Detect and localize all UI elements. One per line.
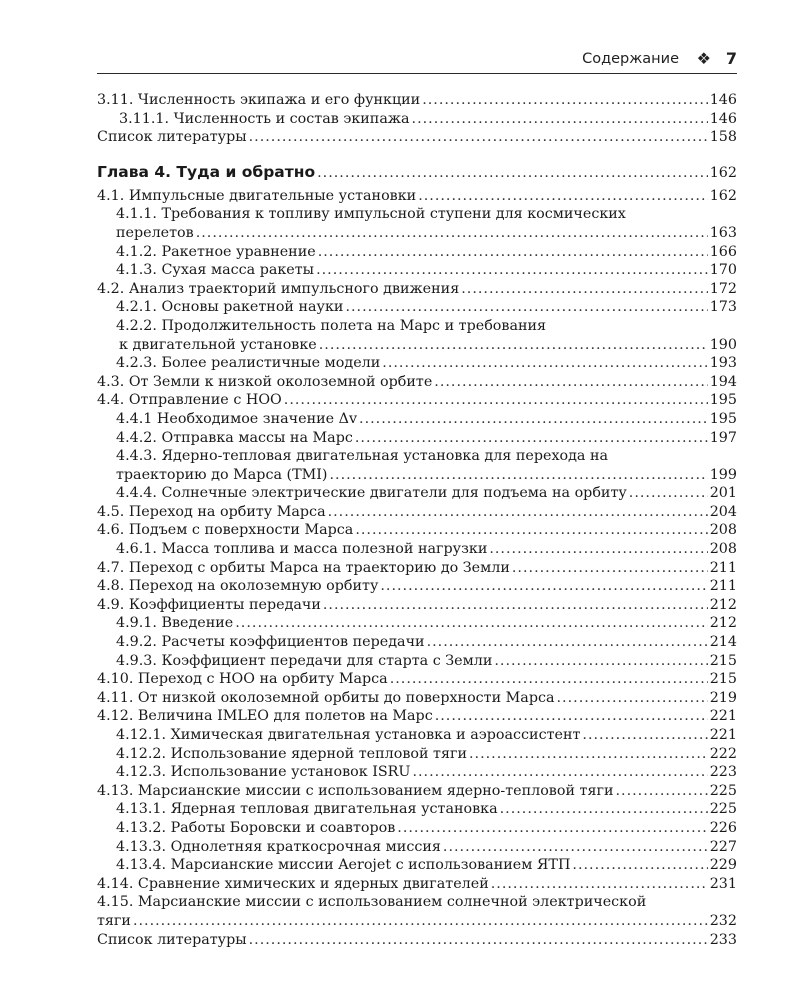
leader-dots — [412, 110, 708, 129]
leader-dots — [418, 187, 708, 206]
toc-entry-page: 221 — [709, 708, 737, 725]
toc-entry-page: 208 — [709, 541, 737, 558]
toc-entry-label: 4.9.1. Введение — [116, 615, 234, 632]
leader-dots — [235, 614, 707, 633]
toc-entry[interactable] — [97, 689, 737, 708]
toc-entry-label: тяги — [97, 912, 131, 929]
toc-entry[interactable] — [97, 726, 737, 745]
toc-entry-page: 199 — [709, 466, 737, 483]
toc-entry[interactable] — [97, 298, 737, 317]
leader-dots — [491, 875, 708, 894]
toc-entry-page: 158 — [709, 129, 737, 146]
leader-dots — [629, 484, 708, 503]
toc-entry-page: 212 — [709, 615, 737, 632]
toc-entry-page: 212 — [709, 596, 737, 613]
toc-entry-label: 4.1.3. Сухая масса ракеты — [116, 262, 315, 279]
toc-entry[interactable] — [97, 838, 737, 857]
toc-entry[interactable] — [97, 336, 737, 355]
toc-entry-page: 225 — [709, 782, 737, 799]
leader-dots — [318, 243, 708, 262]
leader-dots — [427, 633, 708, 652]
leader-dots — [380, 577, 707, 596]
toc-entry-label: 4.1.2. Ракетное уравнение — [116, 243, 316, 260]
toc-entry-label: 4.4.4. Солнечные электрические двигатели для подъема на орбиту — [116, 485, 627, 502]
leader-dots — [557, 689, 708, 708]
leader-dots — [317, 162, 708, 184]
toc-entry-label: 4.12. Величина IMLEO для полетов на Марс — [97, 708, 433, 725]
toc-entry-label: 4.4.2. Отправка массы на Марс — [116, 429, 353, 446]
toc-entry[interactable] — [97, 373, 737, 392]
toc-entry-page: 232 — [709, 912, 737, 929]
toc-entry-label: 4.9. Коэффициенты передачи — [97, 596, 321, 613]
leader-dots — [422, 91, 708, 110]
toc-entry-label: 4.12.3. Использование установок ISRU — [116, 764, 411, 781]
leader-dots — [319, 336, 708, 355]
toc-entry[interactable] — [97, 652, 737, 671]
toc-entry-label: 4.3. От Земли к низкой околоземной орбите — [97, 373, 433, 390]
leader-dots — [435, 707, 708, 726]
toc-entry[interactable] — [97, 466, 737, 485]
toc-entry-first-line[interactable]: 4.1.1. Требования к топливу импульсной ступени для космических — [116, 206, 626, 223]
toc-entry-label: 4.2. Анализ траекторий импульсного движения — [97, 280, 460, 297]
leader-dots — [355, 429, 708, 448]
toc-entry-page: 173 — [709, 299, 737, 316]
toc-entry-page: 214 — [709, 634, 737, 651]
toc-entry-label: к двигательной установке — [119, 336, 317, 353]
toc-entry[interactable] — [97, 596, 737, 615]
toc-entry-page: 163 — [709, 224, 737, 241]
toc-entry-label: 4.11. От низкой околоземной орбиты до поверхности Марса — [97, 689, 555, 706]
toc-entry[interactable] — [97, 410, 737, 429]
table-of-contents — [97, 91, 737, 949]
toc-entry-label: 4.4.1 Необходимое значение Δv — [116, 410, 358, 427]
toc-entry[interactable] — [97, 391, 737, 410]
toc-entry-page: 193 — [709, 355, 737, 372]
toc-entry[interactable] — [97, 521, 737, 540]
toc-entry-label: перелетов — [116, 224, 194, 241]
leader-dots — [330, 466, 708, 485]
toc-entry[interactable] — [97, 633, 737, 652]
leader-dots — [249, 128, 708, 147]
toc-entry-first-line[interactable]: 4.15. Марсианские миссии с использованием солнечной электрической — [97, 894, 647, 911]
toc-entry[interactable] — [97, 484, 737, 503]
header-title: Содержание — [582, 51, 679, 67]
leader-dots — [249, 931, 708, 950]
leader-dots — [616, 782, 708, 801]
toc-entry-page: 162 — [709, 187, 737, 204]
toc-entry-page: 211 — [709, 559, 737, 576]
toc-entry[interactable] — [97, 224, 737, 243]
toc-entry-label: 4.13.2. Работы Боровски и соавторов — [116, 819, 396, 836]
leader-dots — [512, 559, 708, 578]
toc-entry-page: 201 — [709, 485, 737, 502]
toc-entry-page: 204 — [709, 503, 737, 520]
toc-entry[interactable] — [97, 670, 737, 689]
toc-entry[interactable] — [97, 128, 737, 147]
chapter-heading[interactable] — [97, 161, 737, 183]
toc-entry-page: 166 — [709, 243, 737, 260]
toc-entry-page: 215 — [709, 671, 737, 688]
leader-dots — [359, 410, 708, 429]
toc-entry[interactable] — [97, 243, 737, 262]
toc-entry[interactable] — [97, 540, 737, 559]
toc-entry[interactable] — [97, 912, 737, 931]
chapter-page: 162 — [709, 164, 737, 181]
leader-dots — [382, 354, 707, 373]
toc-entry-page: 226 — [709, 819, 737, 836]
leader-dots — [355, 521, 707, 540]
toc-entry[interactable] — [97, 782, 737, 801]
toc-entry-label: 4.2.1. Основы ракетной науки — [116, 299, 344, 316]
toc-entry-label: 4.8. Переход на околоземную орбиту — [97, 578, 379, 595]
toc-entry-page: 211 — [709, 578, 737, 595]
toc-entry-page: 222 — [709, 745, 737, 762]
toc-entry-label: Список литературы — [97, 129, 247, 146]
toc-entry[interactable] — [97, 745, 737, 764]
toc-entry[interactable] — [97, 800, 737, 819]
toc-entry[interactable] — [97, 763, 737, 782]
leader-dots — [196, 224, 708, 243]
toc-entry[interactable] — [97, 261, 737, 280]
toc-entry[interactable] — [97, 559, 737, 578]
leader-dots — [328, 503, 708, 522]
toc-entry-first-line[interactable]: 4.2.2. Продолжительность полета на Марс и требования — [116, 317, 547, 334]
toc-entry-page: 208 — [709, 522, 737, 539]
leader-dots — [284, 391, 708, 410]
toc-entry[interactable] — [97, 577, 737, 596]
leader-dots — [494, 652, 707, 671]
toc-entry-page: 195 — [709, 392, 737, 409]
toc-entry-page: 229 — [709, 857, 737, 874]
toc-entry-page: 195 — [709, 410, 737, 427]
toc-entry-label: траекторию до Марса (TMI) — [116, 466, 328, 483]
page-number: 7 — [725, 49, 737, 68]
toc-entry-label: 3.11.1. Численность и состав экипажа — [119, 110, 410, 127]
toc-entry-page: 146 — [709, 110, 737, 127]
toc-entry-label: 4.9.2. Расчеты коэффициентов передачи — [116, 634, 425, 651]
toc-entry[interactable] — [97, 614, 737, 633]
toc-entry-label: 4.13.1. Ядерная тепловая двигательная установка — [116, 801, 498, 818]
toc-entry[interactable] — [97, 819, 737, 838]
toc-entry[interactable] — [97, 354, 737, 373]
toc-entry-page: 219 — [709, 689, 737, 706]
toc-entry-page: 146 — [709, 92, 737, 108]
leader-dots — [572, 856, 707, 875]
toc-entry-page: 227 — [709, 838, 737, 855]
toc-entry-page: 233 — [709, 931, 737, 948]
toc-entry-label: 4.9.3. Коэффициент передачи для старта с Земли — [116, 652, 493, 669]
toc-entry-page: 170 — [709, 262, 737, 279]
toc-entry-label: 4.13.3. Однолетняя краткосрочная миссия — [116, 838, 441, 855]
toc-entry-label: 4.6. Подъем с поверхности Марса — [97, 522, 354, 539]
toc-entry-page: 190 — [709, 336, 737, 353]
leader-dots — [397, 819, 707, 838]
leader-dots — [345, 298, 707, 317]
leader-dots — [316, 261, 708, 280]
leader-dots — [412, 763, 707, 782]
toc-entry[interactable] — [97, 187, 737, 206]
toc-entry-page: 197 — [709, 429, 737, 446]
toc-entry-label: Список литературы — [97, 931, 247, 948]
toc-entry-label: 4.4. Отправление с НОО — [97, 392, 282, 409]
leader-dots — [582, 726, 707, 745]
toc-entry-label: 4.7. Переход с орбиты Марса на траекторию до Земли — [97, 559, 510, 576]
toc-entry-page: 194 — [709, 373, 737, 390]
running-header — [97, 49, 737, 74]
toc-entry-page: 172 — [709, 280, 737, 297]
toc-entry-label: 4.5. Переход на орбиту Марса — [97, 503, 326, 520]
toc-entry-label: 4.10. Переход с НОО на орбиту Марса — [97, 671, 388, 688]
toc-entry-page: 215 — [709, 652, 737, 669]
toc-entry-label: 4.13.4. Марсианские миссии Aerojet с использованием ЯТП — [116, 857, 571, 874]
toc-entry[interactable] — [97, 280, 737, 299]
leader-dots — [500, 800, 708, 819]
toc-entry-first-line[interactable]: 4.4.3. Ядерно-тепловая двигательная установка для перехода на — [116, 448, 609, 465]
toc-entry[interactable] — [97, 931, 737, 950]
ornament-icon: ❖ — [696, 49, 711, 68]
toc-entry[interactable] — [97, 875, 737, 894]
leader-dots — [443, 838, 708, 857]
toc-entry-label: 4.13. Марсианские миссии с использованием ядерно-тепловой тяги — [97, 782, 614, 799]
leader-dots — [461, 280, 707, 299]
toc-entry[interactable] — [97, 429, 737, 448]
toc-entry-page: 223 — [709, 764, 737, 781]
leader-dots — [390, 670, 708, 689]
toc-entry[interactable] — [97, 91, 737, 110]
toc-entry-label: 4.1. Импульсные двигательные установки — [97, 187, 417, 204]
toc-entry-page: 221 — [709, 727, 737, 743]
toc-entry[interactable] — [97, 503, 737, 522]
toc-entry-label: 4.14. Сравнение химических и ядерных двигателей — [97, 875, 489, 892]
toc-entry[interactable] — [97, 856, 737, 875]
toc-entry-label: 4.2.3. Более реалистичные модели — [116, 355, 381, 372]
leader-dots — [434, 373, 707, 392]
toc-entry-label: 4.6.1. Масса топлива и масса полезной нагрузки — [116, 541, 488, 558]
leader-dots — [323, 596, 708, 615]
toc-entry-label: 3.11. Численность экипажа и его функции — [97, 92, 421, 108]
toc-entry-label: 4.12.1. Химическая двигательная установка и аэроассистент — [116, 727, 581, 743]
toc-entry-label: 4.12.2. Использование ядерной тепловой тяги — [116, 745, 467, 762]
chapter-title: Глава 4. Туда и обратно — [97, 162, 316, 181]
leader-dots — [469, 745, 708, 764]
toc-entry[interactable] — [97, 707, 737, 726]
toc-entry-page: 225 — [709, 801, 737, 818]
toc-entry-page: 231 — [709, 875, 737, 892]
leader-dots — [489, 540, 707, 559]
leader-dots — [133, 912, 708, 931]
toc-entry[interactable] — [97, 110, 737, 129]
